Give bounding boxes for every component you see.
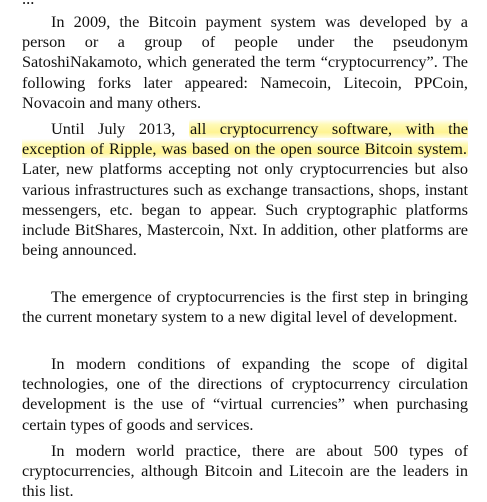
- cut-off-line: [22, 0, 34, 9]
- paragraph-platforms-rest: Later, new platforms accepting not only cryptocurrencies but also various infrastructures such as exchange transactions, shops, instant messengers, etc. began to appear. Such cryptographic platforms include BitShares, Mastercoin, Nxt. In addition, other platforms are being announced.: [22, 159, 468, 260]
- paragraph-world-practice: In modern world practice, there are about 500 types of cryptocurrencies, although Bitcoin and Litecoin are the leaders in this list.: [22, 441, 468, 501]
- paragraph-modern-conditions: In modern conditions of expanding the scope of digital technologies, one of the directions of cryptocurrency circulation development is the use of “virtual currencies” when purchasing certain types of goods and services.: [22, 354, 468, 434]
- paragraph-platforms: [22, 119, 468, 260]
- paragraph-platforms-intro: Until July 2013,: [51, 119, 189, 138]
- paragraph-bitcoin-origin: In 2009, the Bitcoin payment system was developed by a person or a group of people under the pseudonym SatoshiNakamoto, which generated the term “cryptocurrency”. The following forks later appeared: Namecoin, Litecoin, PPCoin, Novacoin and many others.: [22, 12, 468, 112]
- highlighted-sentence: all cryptocurrency software, with the exception of Ripple, was based on the open source Bitcoin system.: [22, 119, 468, 159]
- paragraph-emergence: The emergence of cryptocurrencies is the first step in bringing the current monetary system to a new digital level of development.: [22, 287, 468, 327]
